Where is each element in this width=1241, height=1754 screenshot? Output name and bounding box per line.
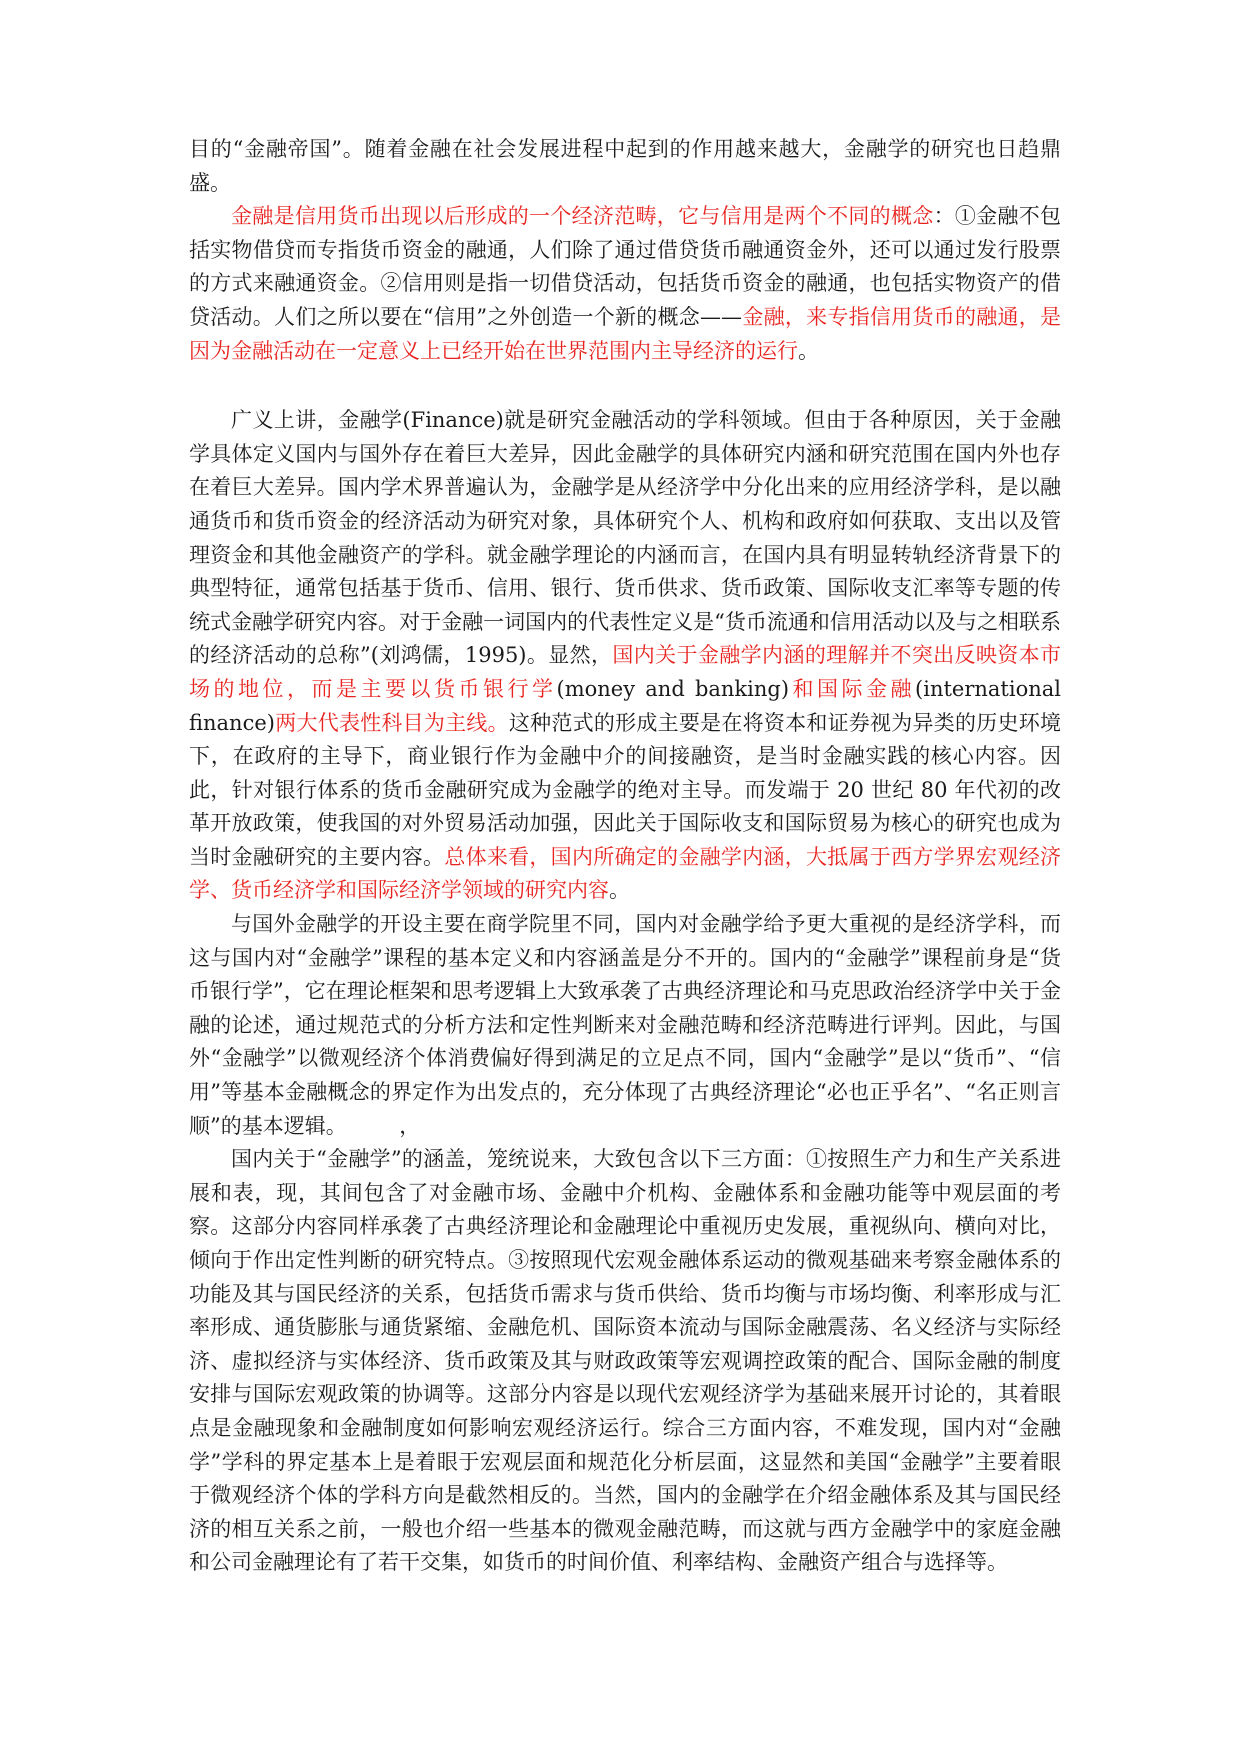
body-text: (international finance) (189, 676, 1061, 735)
highlight-text: 两大代表性科目为主线。 (274, 710, 509, 735)
highlight-text: 金融是信用货币出现以后形成的一个经济范畴，它与信用是两个不同的概念 (231, 204, 934, 229)
paragraph-5 (189, 1143, 1061, 1580)
paragraph-5-text: 国内关于“金融学”的涵盖，笼统说来，大致包含以下三方面：①按照生产力和生产关系进展和表，现，其间包含了对金融市场、金融中介机构、金融体系和金融功能等中观层面的考察。这部分内容同样承袭了古典经济理论和金融理论中重视历史发展，重视纵向、横向对比，倾向于作出定性判断的研究特点。③按照现代宏观金融体系运动的微观基础来考察金融体系的功能及其与国民经济的关系，包括货币需求与货币供给、货币均衡与市场均衡、利率形成与汇率形成、通货膨胀与通货紧缩、金融危机、国际资本流动与国际金融震荡、名义经济与实际经济、虚拟经济与实体经济、货币政策及其与财政政策等宏观调控政策的配合、国际金融的制度安排与国际宏观政策的协调等。这部分内容是以现代宏观经济学为基础来展开讨论的，其着眼点是金融现象和金融制度如何影响宏观经济运行。综合三方面内容，不难发现，国内对“金融学”学科的界定基本上是着眼于宏观层面和规范化分析层面，这显然和美国“金融学”主要着眼于微观经济个体的学科方向是截然相反的。当然，国内的金融学在介绍金融体系及其与国民经济的相互关系之前，一般也介绍一些基本的微观金融范畴，而这就与西方金融学中的家庭金融和公司金融理论有了若干交集，如货币的时间价值、利率结构、金融资产组合与选择等。 (189, 1147, 1061, 1575)
body-text: 。 (609, 878, 630, 903)
highlight-text: 国内关于金融学内涵的理解并不突出反映资本市场的地位，而是主要以货币银行学 (189, 643, 1061, 701)
paragraph-4-text: 与国外金融学的开设主要在商学院里不同，国内对金融学给予更大重视的是经济学科，而这与国内对“金融学”课程的基本定义和内容涵盖是分不开的。国内的“金融学”课程前身是“货币银行学”，它在理论框架和思考逻辑上大致承袭了古典经济理论和马克思政治经济学中关于金融的论述，通过规范式的分析方法和定性判断来对金融范畴和经济范畴进行评判。因此，与国外“金融学”以微观经济个体消费偏好得到满足的立足点不同，国内“金融学”是以“货币”、“信用”等基本金融概念的界定作为出发点的，充分体现了古典经济理论“必也正乎名”、“名正则言顺”的基本逻辑。 ， (189, 912, 1061, 1138)
paragraph-3 (189, 404, 1061, 908)
body-text: 这种范式的形成主要是在将资本和证券视为异类的历史环境下，在政府的主导下，商业银行作为金融中介的间接融资，是当时金融实践的核心内容。因此，针对银行体系的货币金融研究成为金融学的绝对主导。而发端于 20 世纪 80 年代初的改革开放政策，使我国的对外贸易活动加强，因此关于国际收支和国际贸易为核心的研究也成为当时金融研究的主要内容。 (189, 710, 1062, 869)
paragraph-1-text: 目的“金融帝国”。随着金融在社会发展进程中起到的作用越来越大，金融学的研究也日趋鼎盛。 (189, 137, 1061, 195)
body-text: 。 (798, 338, 819, 363)
paragraph-spacer (189, 368, 1061, 404)
paragraph-1 (189, 133, 1061, 200)
highlight-text: 总体来看，国内所确定的金融学内涵，大抵属于西方学界宏观经济学、货币经济学和国际经济学领域的研究内容 (189, 844, 1062, 903)
document-page (189, 133, 1061, 1580)
highlight-text: 和国际金融 (789, 676, 916, 701)
body-text: ：①金融不包括实物借贷而专指货币资金的融通，人们除了通过借贷货币融通资金外，还可以通过发行股票的方式来融通资金。②信用则是指一切借贷活动，包括货币资金的融通，也包括实物资产的借贷活动。人们之所以要在“信用”之外创造一个新的概念—— (189, 204, 1062, 329)
paragraph-2 (189, 200, 1061, 368)
highlight-text: 金融，来专指信用货币的融通，是因为金融活动在一定意义上已经开始在世界范围内主导经济的运行 (189, 304, 1061, 363)
body-text: 广义上讲，金融学(Finance)就是研究金融活动的学科领域。但由于各种原因，关于金融学具体定义国内与国外存在着巨大差异，因此金融学的具体研究内涵和研究范围在国内外也存在着巨大差异。国内学术界普遍认为，金融学是从经济学中分化出来的应用经济学科，是以融通货币和货币资金的经济活动为研究对象，具体研究个人、机构和政府如何获取、支出以及管理资金和其他金融资产的学科。就金融学理论的内涵而言，在国内具有明显转轨经济背景下的典型特征，通常包括基于货币、信用、银行、货币供求、货币政策、国际收支汇率等专题的传统式金融学研究内容。对于金融一词国内的代表性定义是“货币流通和信用活动以及与之相联系的经济活动的总称”(刘鸿儒，1995)。显然， (189, 408, 1061, 668)
paragraph-4 (189, 908, 1061, 1143)
body-text: (money and banking) (556, 676, 790, 701)
